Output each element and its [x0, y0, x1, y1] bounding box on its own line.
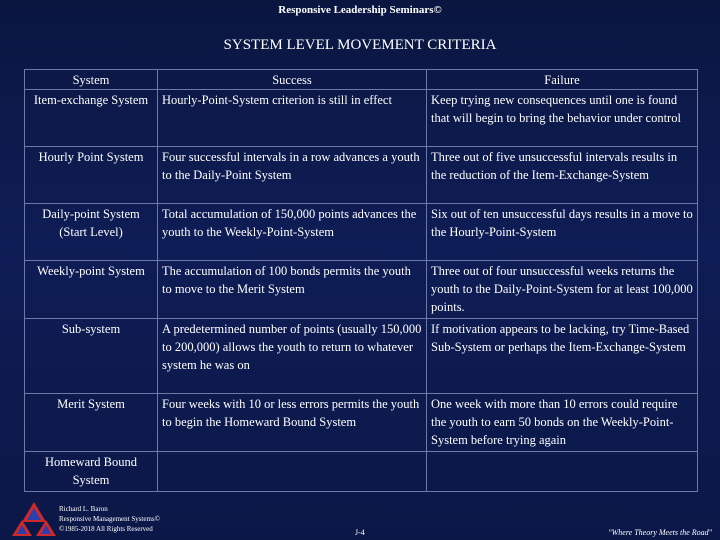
system-cell: Item-exchange System	[25, 90, 158, 147]
success-cell: Total accumulation of 150,000 points advances the youth to the Weekly-Point-System	[158, 204, 427, 261]
success-cell: Four weeks with 10 or less errors permits the youth to begin the Homeward Bound System	[158, 394, 427, 452]
table-row	[25, 204, 698, 261]
author-name: Richard L. Baron	[59, 505, 108, 513]
table-row	[25, 319, 698, 394]
success-cell: Hourly-Point-System criterion is still in effect	[158, 90, 427, 147]
table-row	[25, 261, 698, 319]
criteria-table	[24, 69, 698, 492]
page-number: J-4	[355, 528, 365, 537]
column-header-success: Success	[158, 70, 427, 90]
seminar-header: Responsive Leadership Seminars©	[278, 4, 442, 16]
column-header-failure: Failure	[427, 70, 698, 90]
system-cell: Weekly-point System	[25, 261, 158, 319]
company-name: Responsive Management Systems©	[59, 515, 160, 523]
system-cell: Homeward Bound System	[25, 452, 158, 492]
failure-cell: If motivation appears to be lacking, try Time-Based Sub-System or perhaps the Item-Exchange-System	[427, 319, 698, 394]
footer-credits	[59, 504, 160, 534]
success-cell: A predetermined number of points (usually 150,000 to 200,000) allows the youth to return to whatever system he was on	[158, 319, 427, 394]
failure-cell: Six out of ten unsuccessful days results in a move to the Hourly-Point-System	[427, 204, 698, 261]
success-cell	[158, 452, 427, 492]
table-row	[25, 394, 698, 452]
failure-cell: Three out of four unsuccessful weeks returns the youth to the Daily-Point-System for at least 100,000 points.	[427, 261, 698, 319]
tagline: "Where Theory Meets the Road"	[608, 528, 712, 537]
page-title: SYSTEM LEVEL MOVEMENT CRITERIA	[223, 37, 497, 53]
column-header-system: System	[25, 70, 158, 90]
system-cell: Daily-point System (Start Level)	[25, 204, 158, 261]
failure-cell: One week with more than 10 errors could require the youth to earn 50 bonds on the Weekly-Point-System before trying again	[427, 394, 698, 452]
table-row	[25, 452, 698, 492]
failure-cell: Keep trying new consequences until one is found that will begin to bring the behavior under control	[427, 90, 698, 147]
system-cell: Sub-system	[25, 319, 158, 394]
copyright-text: ©1985-2018 All Rights Reserved	[59, 525, 153, 533]
system-cell: Hourly Point System	[25, 147, 158, 204]
company-logo-icon	[12, 500, 56, 538]
failure-cell	[427, 452, 698, 492]
table-header-row	[25, 70, 698, 90]
table-row	[25, 90, 698, 147]
success-cell: The accumulation of 100 bonds permits the youth to move to the Merit System	[158, 261, 427, 319]
system-cell: Merit System	[25, 394, 158, 452]
table-row	[25, 147, 698, 204]
success-cell: Four successful intervals in a row advances a youth to the Daily-Point System	[158, 147, 427, 204]
failure-cell: Three out of five unsuccessful intervals results in the reduction of the Item-Exchange-System	[427, 147, 698, 204]
